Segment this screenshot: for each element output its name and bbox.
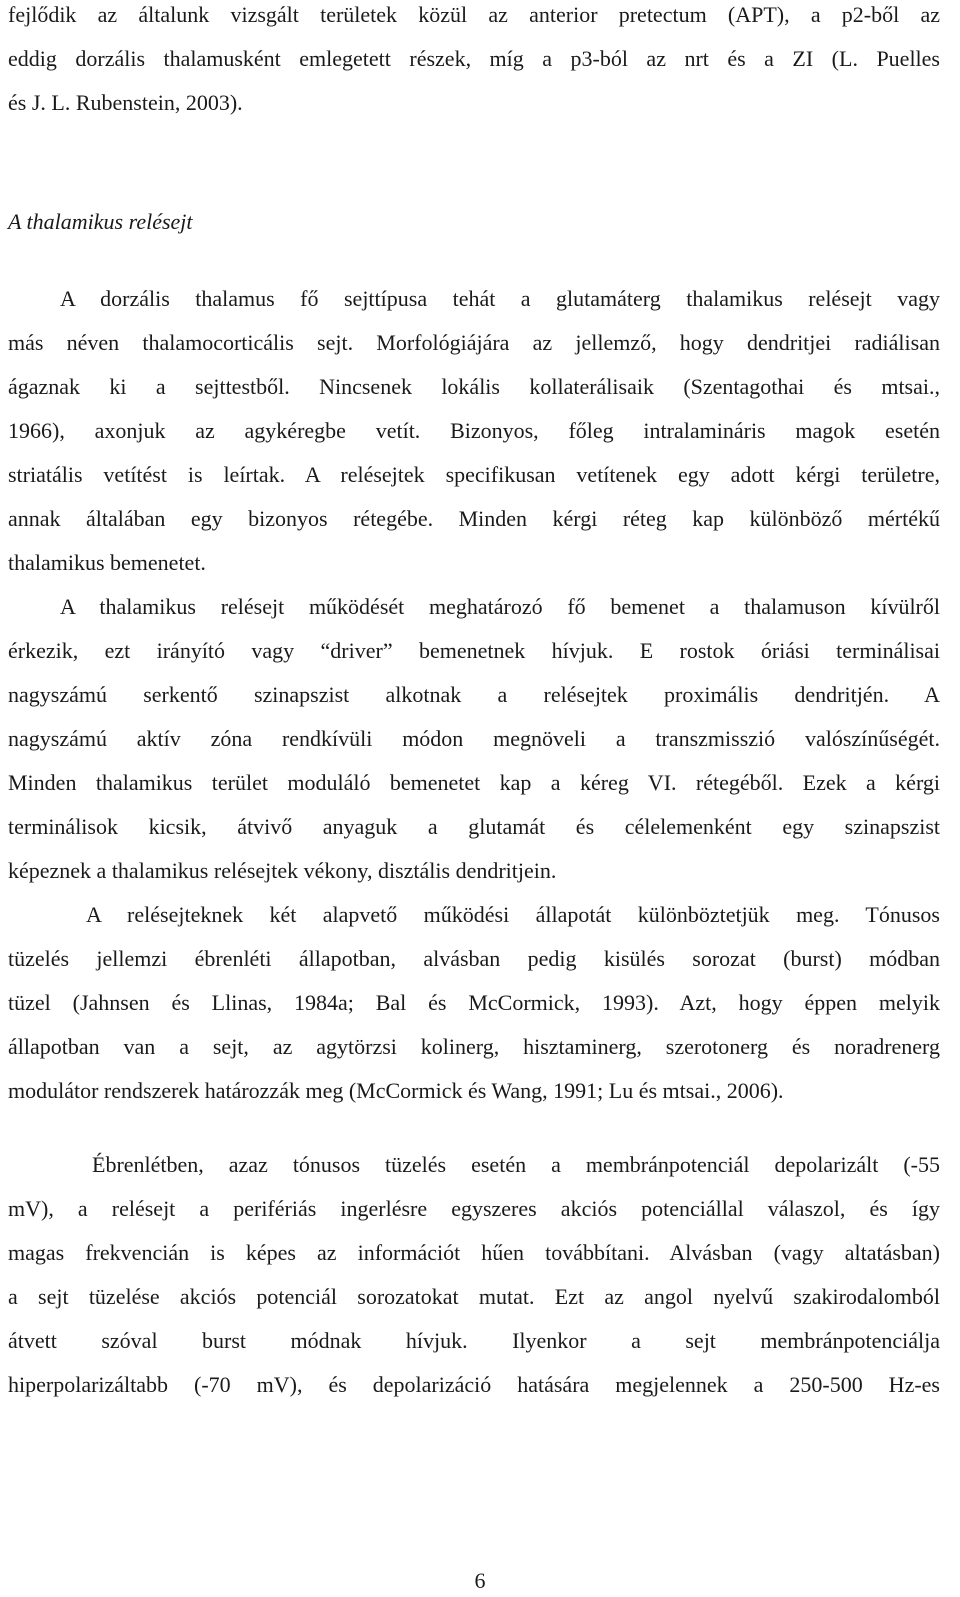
text-line: A thalamikus relésejt működését meghatározó fő bemenet a thalamuson kívülről [60, 594, 940, 619]
text-line: a sejt tüzelése akciós potenciál sorozatokat mutat. Ezt az angol nyelvű szakirodalomból [8, 1284, 940, 1309]
section-heading: A thalamikus relésejt [8, 209, 193, 234]
text-line: ágaznak ki a sejttestből. Nincsenek lokális kollaterálisaik (Szentagothai és mtsai., [8, 374, 940, 399]
page-number: 6 [474, 1568, 486, 1593]
text-line: Minden thalamikus terület moduláló bemenetet kap a kéreg VI. rétegéből. Ezek a kérgi [8, 770, 940, 795]
text-line: thalamikus bemenetet. [8, 550, 206, 575]
text-line: A dorzális thalamus fő sejttípusa tehát a glutamáterg thalamikus relésejt vagy [60, 286, 940, 311]
text-line: Ébrenlétben, azaz tónusos tüzelés esetén a membránpotenciál depolarizált (-55 [92, 1152, 940, 1177]
text-line: magas frekvencián is képes az információt hűen továbbítani. Alvásban (vagy altatásban) [8, 1240, 940, 1265]
text-line: és J. L. Rubenstein, 2003). [8, 90, 243, 115]
text-line: annak általában egy bizonyos rétegébe. Minden kérgi réteg kap különböző mértékű [8, 506, 940, 531]
text-line: nagyszámú aktív zóna rendkívüli módon megnöveli a transzmisszió valószínűségét. [8, 726, 940, 751]
text-line: striatális vetítést is leírtak. A relésejtek specifikusan vetítenek egy adott kérgi területre, [8, 462, 940, 487]
text-line: állapotban van a sejt, az agytörzsi kolinerg, hisztaminerg, szerotonerg és noradrenerg [8, 1034, 940, 1059]
text-line: modulátor rendszerek határozzák meg (McCormick és Wang, 1991; Lu és mtsai., 2006). [8, 1078, 784, 1103]
text-line: eddig dorzális thalamusként emlegetett részek, míg a p3-ból az nrt és a ZI (L. Puelles [8, 46, 940, 71]
text-line: 1966), axonjuk az agykéregbe vetít. Bizonyos, főleg intralamináris magok esetén [8, 418, 940, 443]
text-line: más néven thalamocorticális sejt. Morfológiájára az jellemző, hogy dendritjei radiálisan [8, 330, 940, 355]
text-line: nagyszámú serkentő szinapszist alkotnak a relésejtek proximális dendritjén. A [8, 682, 940, 707]
text-line: tüzel (Jahnsen és Llinas, 1984a; Bal és McCormick, 1993). Azt, hogy éppen melyik [8, 990, 940, 1015]
text-line: tüzelés jellemzi ébrenléti állapotban, alvásban pedig kisülés sorozat (burst) módban [8, 946, 940, 971]
text-line: fejlődik az általunk vizsgált területek közül az anterior pretectum (APT), a p2-ből az [8, 2, 940, 27]
text-line: érkezik, ezt irányító vagy “driver” bemenetnek hívjuk. E rostok óriási terminálisai [8, 638, 940, 663]
text-line: képeznek a thalamikus relésejtek vékony, disztális dendritjein. [8, 858, 557, 883]
text-line: átvett szóval burst módnak hívjuk. Ilyenkor a sejt membránpotenciálja [8, 1328, 940, 1353]
text-line: mV), a relésejt a perifériás ingerlésre egyszeres akciós potenciállal válaszol, és így [8, 1196, 940, 1221]
text-line: A relésejteknek két alapvető működési állapotát különböztetjük meg. Tónusos [86, 902, 940, 927]
text-line: terminálisok kicsik, átvivő anyaguk a glutamát és célelemenként egy szinapszist [8, 814, 940, 839]
text-line: hiperpolarizáltabb (-70 mV), és depolarizáció hatására megjelennek a 250-500 Hz-es [8, 1372, 940, 1397]
